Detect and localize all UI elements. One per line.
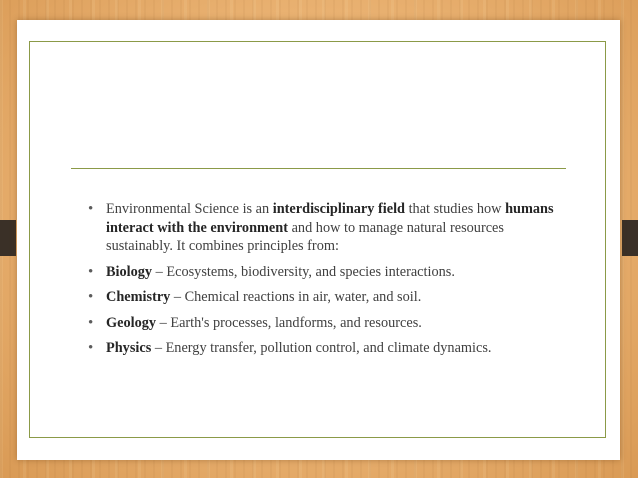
bullet-chemistry bbox=[88, 288, 558, 307]
bullet-biology bbox=[88, 263, 558, 282]
left-edge-tab bbox=[0, 220, 16, 256]
chemistry-term: Chemistry bbox=[106, 289, 171, 305]
title-divider bbox=[71, 168, 566, 169]
geology-desc: – Earth's processes, landforms, and resources. bbox=[156, 314, 422, 331]
biology-term: Biology bbox=[106, 263, 153, 280]
physics-term: Physics bbox=[106, 340, 152, 356]
chemistry-desc: – Chemical reactions in air, water, and soil. bbox=[170, 289, 422, 305]
intro-text-1: Environmental Science is an bbox=[106, 201, 273, 217]
bullet-geology bbox=[88, 314, 558, 333]
bullet-intro bbox=[88, 200, 558, 256]
intro-text-3: and how to manage natural resources sustainably. It combines principles from: bbox=[106, 219, 504, 254]
physics-desc: – Energy transfer, pollution control, and climate dynamics. bbox=[151, 340, 492, 356]
intro-text-2: that studies how bbox=[405, 201, 506, 217]
bullet-physics bbox=[88, 339, 558, 358]
slide bbox=[17, 20, 620, 460]
intro-bold-1: interdisciplinary field bbox=[272, 201, 405, 217]
bullet-list bbox=[88, 200, 558, 365]
geology-term: Geology bbox=[106, 314, 157, 331]
right-edge-tab bbox=[622, 220, 638, 256]
intro-bold-2: humans interact with the environment bbox=[106, 201, 554, 236]
biology-desc: – Ecosystems, biodiversity, and species interactions. bbox=[152, 263, 455, 280]
